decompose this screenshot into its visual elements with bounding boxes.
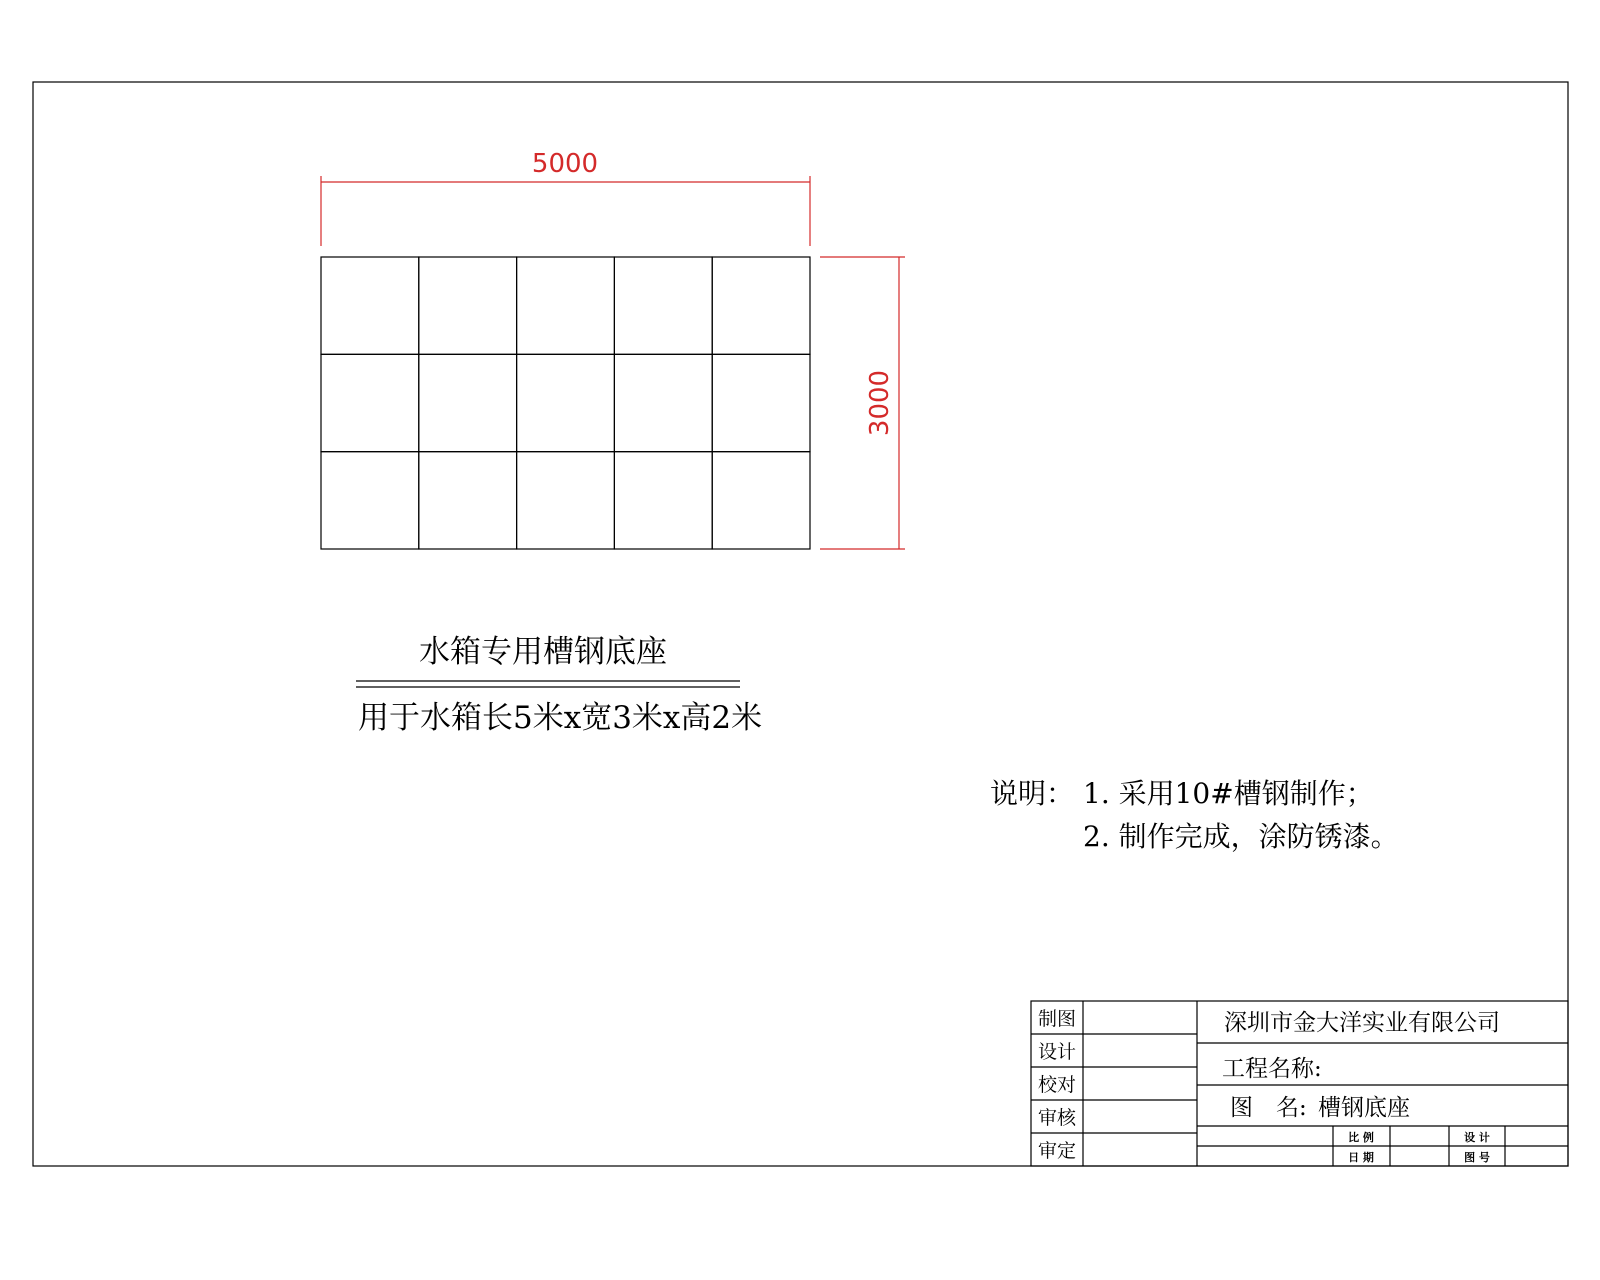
note-item-2: 2. 制作完成，涂防锈漆。 [1083, 820, 1399, 853]
grid-cell [712, 452, 810, 549]
title-block [1031, 1001, 1568, 1166]
caption-title: 水箱专用槽钢底座 [419, 634, 667, 670]
grid-cell [321, 257, 419, 354]
scale-label: 比 例 [1348, 1131, 1374, 1144]
role-label: 审定 [1037, 1140, 1077, 1162]
date-label: 日 期 [1348, 1151, 1374, 1164]
grid-cell [614, 354, 712, 451]
width-dimension [321, 149, 810, 246]
grid-cell [419, 257, 517, 354]
caption-subtitle: 用于水箱长5米x宽3米x高2米 [358, 700, 763, 736]
grid-cell [712, 354, 810, 451]
grid-cell [614, 257, 712, 354]
role-label: 制图 [1037, 1008, 1077, 1030]
notes-label: 说明： [990, 777, 1075, 810]
role-label: 校对 [1037, 1074, 1077, 1096]
design-label: 设 计 [1464, 1131, 1490, 1144]
drawing-no-label: 图 号 [1464, 1151, 1490, 1164]
grid-cell [419, 354, 517, 451]
project-name-label: 工程名称: [1222, 1056, 1322, 1082]
grid-cell [321, 452, 419, 549]
grid-cell [614, 452, 712, 549]
company-name: 深圳市金大洋实业有限公司 [1224, 1010, 1500, 1036]
role-label: 审核 [1037, 1107, 1077, 1129]
grid-cell [517, 257, 615, 354]
height-dim-text: 3000 [865, 369, 895, 437]
drawing-name: 槽钢底座 [1318, 1095, 1410, 1121]
grid-cell [517, 452, 615, 549]
height-dimension [820, 257, 905, 549]
role-label: 设计 [1037, 1041, 1077, 1063]
grid-cell [419, 452, 517, 549]
note-item-1: 1. 采用10#槽钢制作； [1083, 777, 1374, 810]
grid-cell [321, 354, 419, 451]
drawing-name-label: 图 名: [1230, 1095, 1307, 1121]
sheet-border [33, 82, 1568, 1166]
grid-cell [712, 257, 810, 354]
width-dim-text: 5000 [531, 149, 599, 179]
grid-cell [517, 354, 615, 451]
plan-grid [321, 257, 810, 549]
